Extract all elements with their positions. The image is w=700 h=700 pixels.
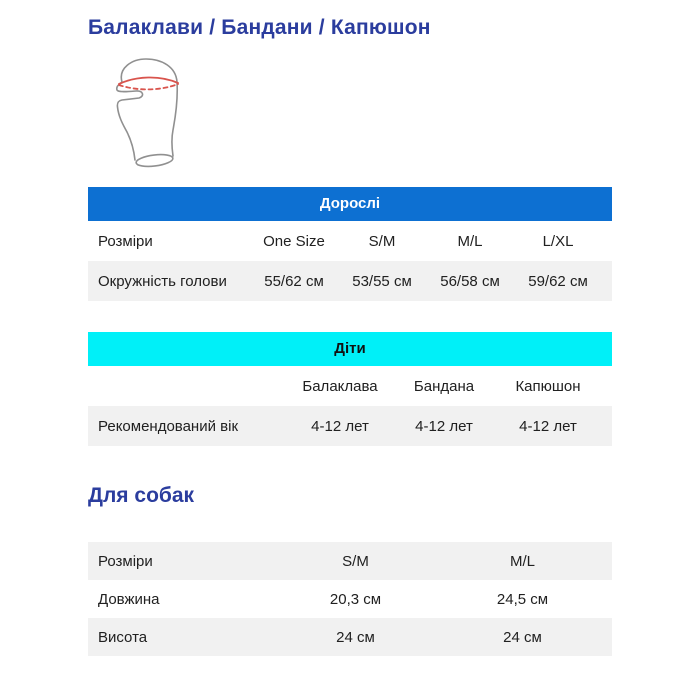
size-value: M/L: [509, 552, 535, 570]
measure-value: 20,3 см: [329, 590, 382, 608]
balaclava-figure: [110, 56, 190, 176]
kids-table-header: Діти: [88, 332, 612, 366]
measure-value: 55/62 см: [264, 272, 324, 290]
dogs-size-table: [88, 542, 612, 656]
table-row-sizes: [88, 542, 612, 580]
dogs-section-heading: Для собак: [88, 484, 195, 507]
measure-value: 56/58 см: [440, 272, 500, 290]
measure-value: 53/55 см: [352, 272, 412, 290]
table-row-head-circumference: [88, 261, 612, 301]
age-value: 4-12 лет: [519, 417, 577, 435]
row-label: Рекомендований вік: [98, 417, 239, 435]
age-value: 4-12 лет: [311, 417, 369, 435]
size-value: One Size: [263, 232, 325, 250]
size-value: M/L: [457, 232, 483, 250]
measure-value: 59/62 см: [528, 272, 588, 290]
row-label: Висота: [98, 628, 148, 646]
size-value: L/XL: [542, 232, 574, 250]
adults-size-table: [88, 187, 612, 301]
adults-table-header: Дорослі: [88, 187, 612, 221]
column-header: Балаклава: [302, 377, 378, 395]
balaclava-outline-icon: [110, 56, 190, 176]
size-value: S/M: [342, 552, 369, 570]
row-label: Розміри: [98, 552, 153, 570]
table-row-length: [88, 580, 612, 618]
table-row-sizes: [88, 221, 612, 261]
table-row-height: [88, 618, 612, 656]
measure-value: 24 см: [336, 628, 375, 646]
column-header: Бандана: [413, 377, 475, 395]
row-label: Довжина: [98, 590, 160, 608]
page-title: Балаклави / Бандани / Капюшон: [88, 16, 431, 39]
table-row-product-types: [88, 366, 612, 406]
row-label: Окружність голови: [98, 272, 227, 290]
kids-size-table: [88, 332, 612, 446]
column-header: Капюшон: [515, 377, 581, 395]
row-label: Розміри: [98, 232, 153, 250]
size-value: S/M: [368, 232, 396, 250]
table-row-recommended-age: [88, 406, 612, 446]
measure-value: 24 см: [503, 628, 542, 646]
size-chart-page: [88, 0, 612, 656]
measure-value: 24,5 см: [496, 590, 549, 608]
age-value: 4-12 лет: [415, 417, 473, 435]
